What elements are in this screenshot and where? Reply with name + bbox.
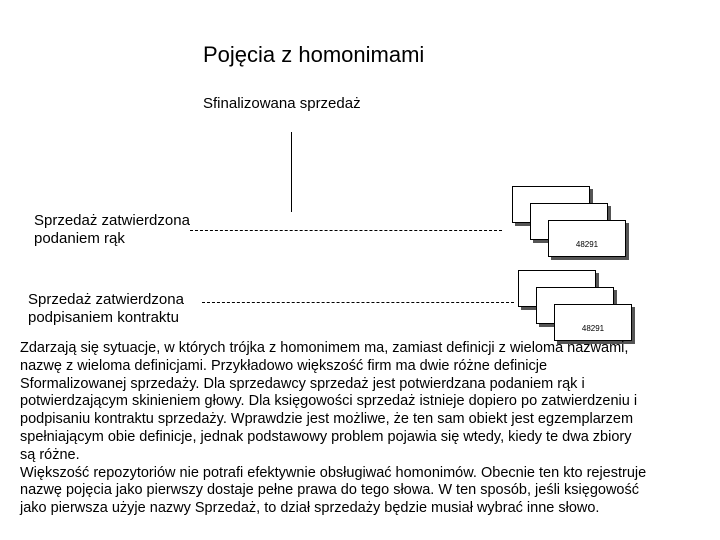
dashed-connector-contract — [202, 302, 514, 303]
body-line: Sformalizowanej sprzedaży. Dla sprzedawcy sprzedaż jest potwierdzana podaniem rąk i — [20, 375, 585, 392]
card-number: 48291 — [581, 324, 605, 333]
concept-label-handshake — [34, 212, 190, 248]
connector-vertical-line — [291, 132, 292, 212]
parent-concept-label: Sfinalizowana sprzedaż — [203, 95, 361, 112]
body-line: nazwę z wieloma definicjami. Przykładowo większość firm ma dwie różne definicje — [20, 357, 548, 374]
stacked-card-front — [548, 220, 626, 257]
body-line: są różne. — [20, 446, 80, 463]
concept-label-line: podpisaniem kontraktu — [28, 309, 179, 326]
concept-label-line: Sprzedaż zatwierdzona — [28, 291, 184, 308]
body-line: Zdarzają się sytuacje, w których trójka z homonimem ma, zamiast definicji z wieloma nazwami, — [20, 340, 629, 356]
body-paragraph — [20, 340, 716, 518]
card-number: 48291 — [575, 240, 599, 249]
body-line: podpisaniu kontraktu sprzedaży. Wprawdzie jest możliwe, że ten sam obiekt jest egzemplarzem — [20, 411, 634, 428]
body-line: Większość repozytoriów nie potrafi efektywnie obsługiwać homonimów. Obecnie ten kto rejestruje — [20, 464, 647, 481]
body-line: potwierdzającym skinieniem głowy. Dla księgowości sprzedaż istnieje dopiero po zatwierdzeniu i — [20, 393, 638, 410]
slide-title: Pojęcia z homonimami — [203, 42, 425, 67]
concept-label-line: podaniem rąk — [34, 230, 125, 247]
body-line: jako pierwsza użyje nazwy Sprzedaż, to dział sprzedaży będzie musiał wybrać inne słowo. — [20, 500, 600, 517]
body-line: nazwę pojęcia jako pierwszy dostaje pełne prawa do tego słowa. W ten sposób, jeśli księgowość — [20, 482, 639, 499]
concept-label-line: Sprzedaż zatwierdzona — [34, 212, 190, 229]
stacked-card-front — [554, 304, 632, 341]
dashed-connector-handshake — [190, 230, 502, 231]
concept-label-contract — [28, 291, 184, 327]
body-line: spełniającym obie definicje, jednak podstawowy problem pojawia się wtedy, kiedy te dwa zbiory — [20, 428, 632, 445]
